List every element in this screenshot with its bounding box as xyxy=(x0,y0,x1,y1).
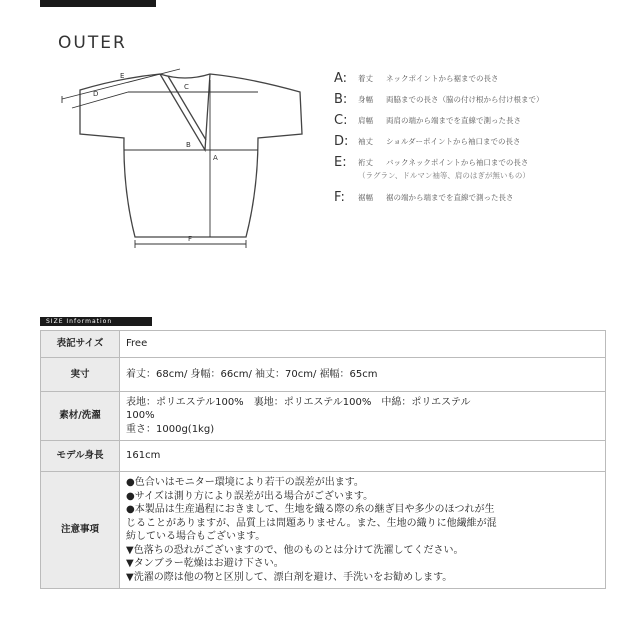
garment-outline xyxy=(80,74,302,237)
note-line: ▼洗濯の際は他の物と区別して、漂白剤を避け、手洗いをお勧めします。 xyxy=(126,571,453,583)
row-label-notes: 注意事項 xyxy=(41,472,120,589)
page-title: OUTER xyxy=(58,33,127,53)
note-line: ●本製品は生産過程におきまして、生地を織る際の糸の継ぎ目や多少のほつれが生 xyxy=(126,504,495,515)
legend-item xyxy=(334,131,634,152)
legend-label: 裄丈 xyxy=(358,158,373,167)
legend-desc: ネックポイントから裾までの長さ xyxy=(386,74,499,83)
size-info-header: SIZE Information xyxy=(40,317,152,326)
size-info-table xyxy=(40,330,606,589)
garment-diagram xyxy=(0,0,330,260)
table-row xyxy=(41,392,606,441)
legend-label: 身幅 xyxy=(358,95,373,104)
legend-desc: 両脇までの長さ（脇の付け根から付け根まで） xyxy=(386,95,544,104)
row-value-measure: 着丈：68cm/ 身幅：66cm/ 袖丈：70cm/ 裾幅：65cm xyxy=(120,358,606,392)
note-line: 紡している場合もございます。 xyxy=(126,531,266,542)
legend-letter: A: xyxy=(334,71,348,86)
legend-label: 着丈 xyxy=(358,74,373,83)
table-row xyxy=(41,331,606,358)
row-value-model: 161cm xyxy=(120,441,606,472)
legend-item xyxy=(334,89,634,110)
row-label-material: 素材/洗濯 xyxy=(41,392,120,441)
label-a: A xyxy=(213,154,218,162)
note-line: ▼色落ちの恐れがございますので、他のものとは分けて洗濯してください。 xyxy=(126,544,464,556)
legend-letter: B: xyxy=(334,92,348,107)
legend-desc: ショルダーポイントから袖口までの長さ xyxy=(386,137,521,146)
note-line: ▼タンブラー乾燥はお避け下さい。 xyxy=(126,558,284,569)
legend-letter: E: xyxy=(334,155,347,170)
row-value-material xyxy=(120,392,606,441)
material-line: 100% xyxy=(126,410,155,422)
row-label-model: モデル身長 xyxy=(41,441,120,472)
measurement-legend xyxy=(334,68,634,208)
legend-item xyxy=(334,187,634,208)
table-row xyxy=(41,441,606,472)
legend-desc: 裾の端から端までを直線で測った長さ xyxy=(386,193,514,202)
label-b: B xyxy=(186,141,191,149)
label-c: C xyxy=(184,83,189,91)
label-f: F xyxy=(188,235,193,243)
label-e: E xyxy=(120,72,125,80)
legend-desc: バックネックポイントから袖口までの長さ xyxy=(386,158,529,167)
legend-letter: D: xyxy=(334,134,349,149)
material-line: 表地：ポリエステル100% 裏地：ポリエステル100% 中綿：ポリエステル xyxy=(126,396,471,408)
note-line: ●サイズは測り方により誤差が出る場合がございます。 xyxy=(126,490,374,502)
legend-label: 裾幅 xyxy=(358,193,373,202)
legend-desc: 両肩の端から端までを直線で測った長さ xyxy=(386,116,521,125)
note-line: ●色合いはモニター環境により若干の誤差が出ます。 xyxy=(126,477,364,488)
row-value-size: Free xyxy=(120,331,606,358)
legend-item xyxy=(334,110,634,131)
label-d: D xyxy=(93,90,99,98)
weight-line: 重さ：1000g(1kg) xyxy=(126,423,215,435)
row-label-size: 表記サイズ xyxy=(41,331,120,358)
table-row xyxy=(41,472,606,589)
legend-item xyxy=(334,68,634,89)
legend-letter: C: xyxy=(334,113,348,128)
row-value-notes xyxy=(120,472,606,589)
legend-note: （ラグラン、ドルマン袖等、肩のはぎが無いもの） xyxy=(358,171,530,180)
legend-letter: F: xyxy=(334,190,345,205)
row-label-measure: 実寸 xyxy=(41,358,120,392)
legend-label: 袖丈 xyxy=(358,137,373,146)
legend-label: 肩幅 xyxy=(358,116,373,125)
table-row xyxy=(41,358,606,392)
note-line: じることがありますが、品質上は問題ありません。また、生地の織りに他繊維が混 xyxy=(126,517,497,529)
